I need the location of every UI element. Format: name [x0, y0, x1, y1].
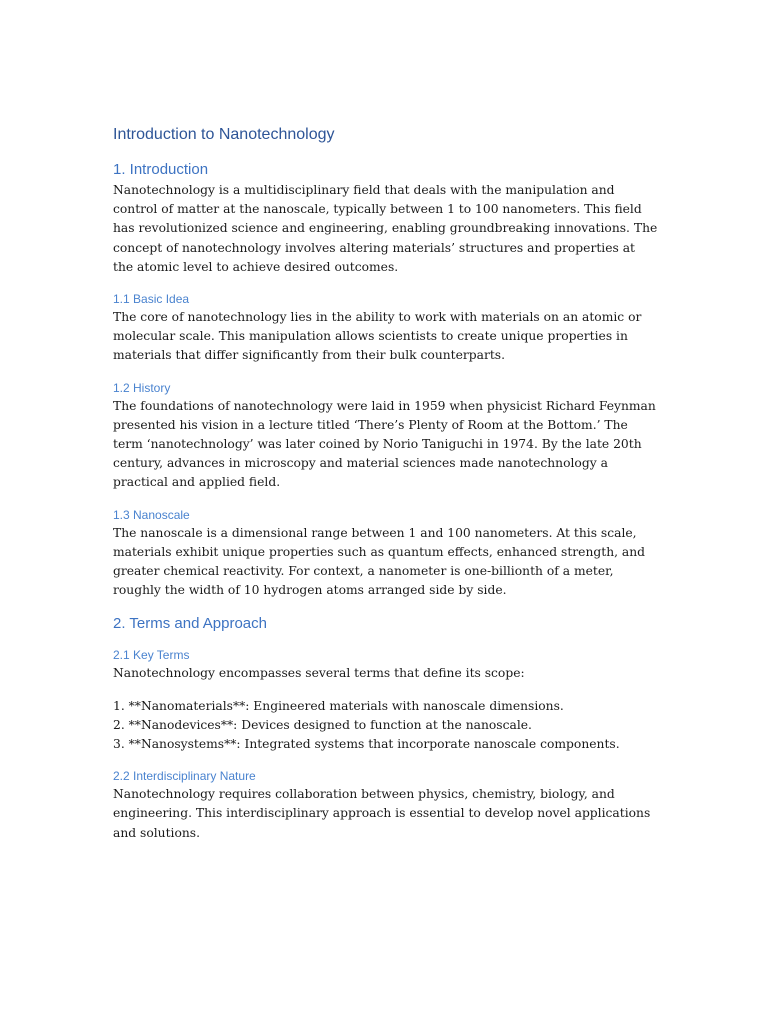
section-heading-terms-and-approach: 2. Terms and Approach: [113, 615, 267, 633]
basic-idea-paragraph: The core of nanotechnology lies in the ability to work with materials on an atomic or molecular scale. This manipulation allows scientists to create unique properties in materials that differ significantly from their bulk counterparts.: [113, 310, 642, 363]
key-terms-list: [113, 697, 658, 755]
document-title: Introduction to Nanotechnology: [113, 126, 335, 143]
subsection-heading-interdisciplinary-nature: 2.2 Interdisciplinary Nature: [113, 769, 256, 784]
nanoscale-paragraph: The nanoscale is a dimensional range between 1 and 100 nanometers. At this scale, materials exhibit unique properties such as quantum effects, enhanced strength, and greater chemical reactivity. For context, a nanometer is one-billionth of a meter, roughly the width of 10 hydrogen atoms arranged side by side.: [113, 525, 646, 598]
document-page: [113, 124, 658, 843]
section-heading-introduction: 1. Introduction: [113, 161, 209, 178]
subsection-heading-basic-idea: 1.1 Basic Idea: [113, 292, 190, 307]
list-item: 3. **Nanosystems**: Integrated systems that incorporate nanoscale components.: [113, 737, 620, 752]
introduction-paragraph: Nanotechnology is a multidisciplinary field that deals with the manipulation and control of matter at the nanoscale, typically between 1 to 100 nanometers. This field has revolutionized science and engineering, enabling groundbreaking innovations. The concept of nanotechnology involves altering materials’ structures and properties at the atomic level to achieve desired outcomes.: [113, 183, 658, 274]
subsection-heading-history: 1.2 History: [113, 380, 171, 395]
key-terms-paragraph: Nanotechnology encompasses several terms that define its scope:: [113, 666, 525, 681]
history-paragraph: The foundations of nanotechnology were laid in 1959 when physicist Richard Feynman presented his vision in a lecture titled ‘There’s Plenty of Room at the Bottom.’ The term ‘nanotechnology’ was later coined by Norio Taniguchi in 1974. By the late 20th century, advances in microscopy and material sciences made nanotechnology a practical and applied field.: [113, 398, 656, 490]
subsection-heading-key-terms: 2.1 Key Terms: [113, 648, 190, 663]
list-item: 2. **Nanodevices**: Devices designed to function at the nanoscale.: [113, 717, 532, 732]
list-item: 1. **Nanomaterials**: Engineered materials with nanoscale dimensions.: [113, 698, 564, 713]
interdisciplinary-paragraph: Nanotechnology requires collaboration between physics, chemistry, biology, and engineering. This interdisciplinary approach is essential to develop novel applications and solutions.: [113, 787, 651, 840]
subsection-heading-nanoscale: 1.3 Nanoscale: [113, 507, 190, 522]
